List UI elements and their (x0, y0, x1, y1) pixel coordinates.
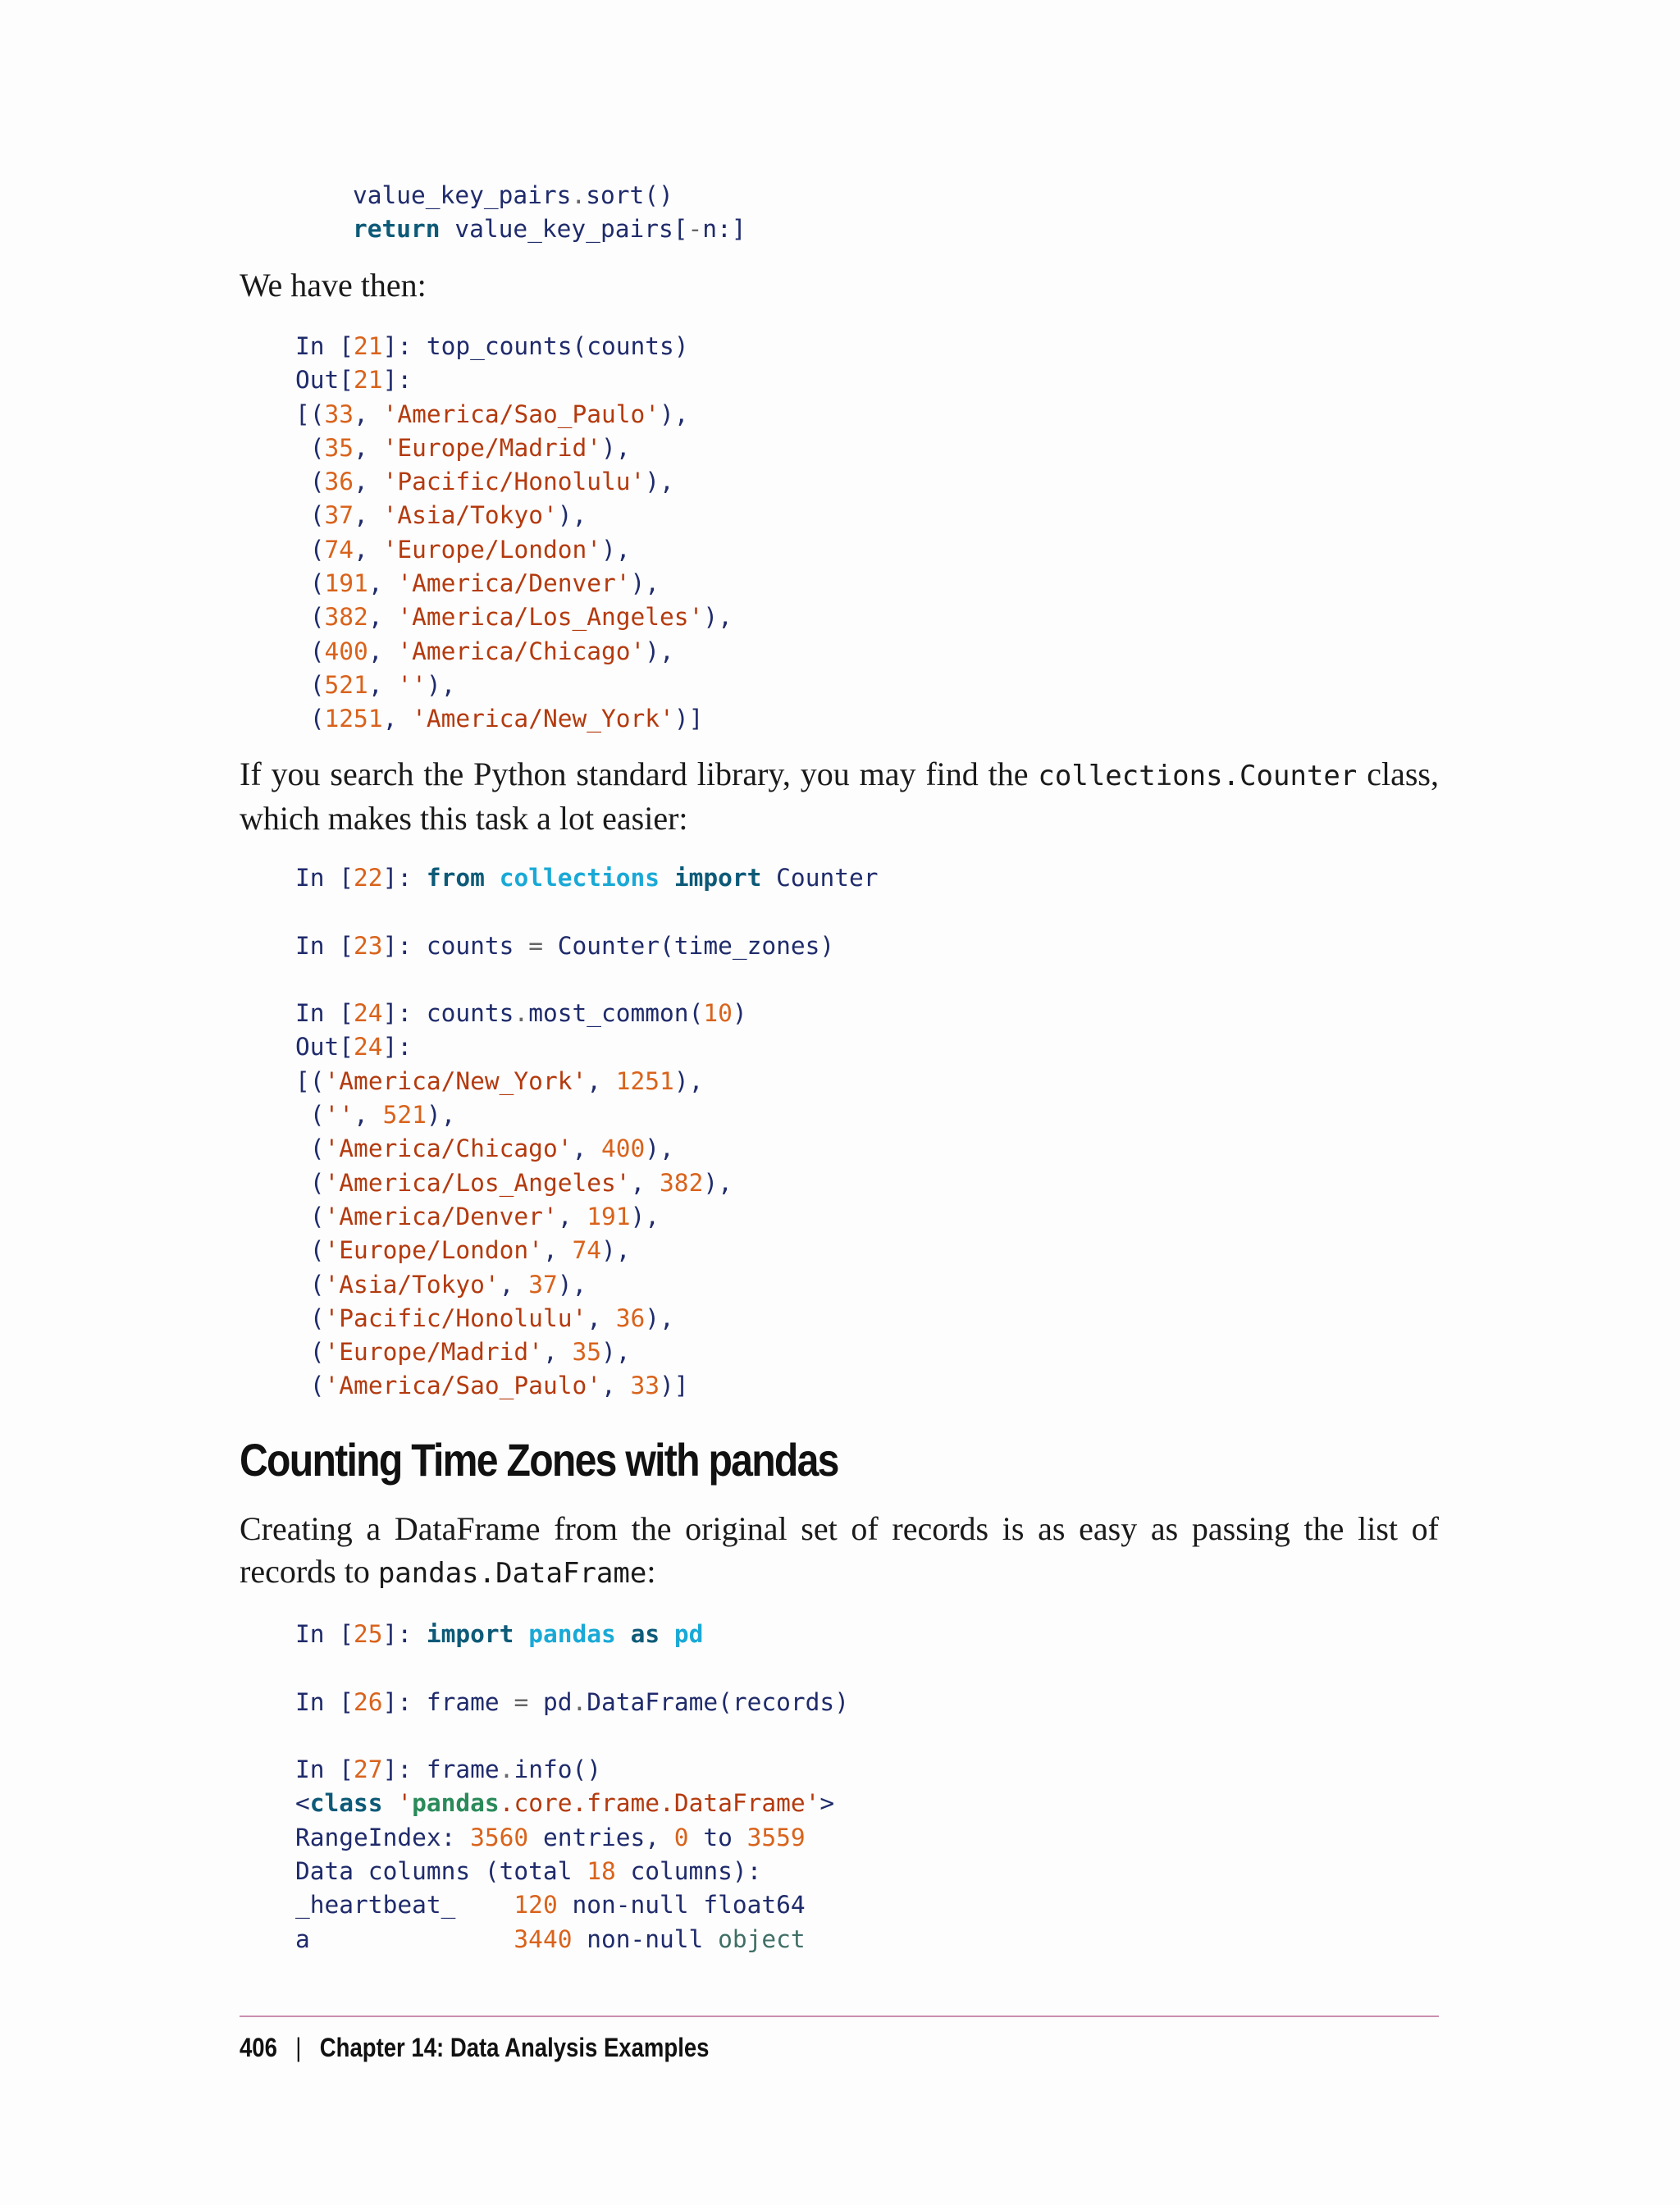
code-token: , (354, 399, 383, 428)
code-token: ]: (382, 366, 413, 395)
code-token: 191 (324, 569, 368, 598)
code-token: as (630, 1620, 660, 1648)
code-token: '' (397, 670, 427, 699)
code-token: ), (426, 1101, 456, 1130)
code-token: In [ (295, 332, 354, 360)
code-token: ), (645, 1134, 674, 1163)
code-token: ), (557, 1270, 587, 1299)
code-token: pd (528, 1687, 573, 1716)
code-line (295, 1753, 849, 1787)
code-token: 37 (528, 1270, 558, 1299)
code-line (295, 431, 733, 465)
code-token: ( (295, 1134, 325, 1163)
code-token: 'America/Los_Angeles' (397, 603, 704, 632)
code-token: return (353, 215, 441, 244)
code-token: ), (645, 468, 674, 496)
code-line (353, 179, 746, 212)
code-token: = (514, 1687, 529, 1716)
code-token: = (528, 931, 543, 960)
code-token: 35 (324, 433, 354, 462)
code-line (353, 212, 746, 246)
code-token: In [ (295, 999, 354, 1028)
paragraph-text: Creating a DataFrame from the original set of records is as easy as passing the list of records to (240, 1510, 1439, 1590)
paragraph-text: If you search the Python standard library, you may find the (240, 756, 1039, 792)
code-token (383, 1789, 398, 1817)
code-token: ]: (382, 1620, 427, 1648)
code-token: ( (295, 705, 325, 733)
code-token: ), (601, 535, 631, 564)
code-token: 10 (703, 999, 733, 1028)
code-token: 521 (324, 670, 368, 699)
code-token (660, 864, 674, 892)
code-token: , (354, 1101, 383, 1130)
code-token: RangeIndex: (295, 1823, 471, 1851)
code-token: , (499, 1270, 529, 1299)
code-line (295, 398, 733, 431)
code-token: collections (499, 864, 660, 892)
code-token: 36 (615, 1303, 646, 1332)
code-line (295, 1166, 879, 1200)
code-token: Counter(time_zones) (542, 931, 835, 960)
code-token: 'America/Los_Angeles' (324, 1168, 631, 1197)
code-token: 120 (514, 1891, 558, 1920)
code-token (485, 864, 500, 892)
code-token: pandas (528, 1620, 616, 1648)
code-token: )] (660, 1372, 689, 1400)
code-token: ), (601, 1338, 631, 1367)
code-line (295, 330, 733, 363)
code-token: ), (703, 603, 733, 632)
code-token: ( (295, 1270, 325, 1299)
code-token: 400 (601, 1134, 646, 1163)
code-token: value_key_pairs (353, 181, 572, 209)
code-token: [( (295, 399, 325, 428)
code-token: 'Asia/Tokyo' (382, 501, 558, 530)
code-token: ( (295, 535, 325, 564)
code-token: 1251 (615, 1066, 674, 1095)
code-token: value_key_pairs[ (440, 215, 688, 244)
code-line (295, 895, 879, 929)
code-token: ), (703, 1168, 733, 1197)
code-token: In [ (295, 931, 354, 960)
code-token: 'America/Denver' (324, 1202, 558, 1230)
code-token: , (557, 1202, 587, 1230)
code-token: 35 (572, 1338, 602, 1367)
code-token: 'Europe/Madrid' (382, 433, 602, 462)
code-token: , (368, 603, 398, 632)
paragraph-dataframe-intro (240, 1508, 1439, 1595)
code-line (295, 1098, 879, 1132)
code-line (295, 669, 733, 702)
code-token: , (368, 637, 398, 665)
code-token: ), (630, 1202, 660, 1230)
code-token: )] (673, 705, 704, 733)
code-token: , (600, 1372, 631, 1400)
paragraph-text: : (646, 1553, 656, 1590)
code-token: , (630, 1168, 660, 1197)
code-token: 3560 (470, 1823, 529, 1851)
code-token: ), (557, 501, 587, 530)
paragraph-we-have-then: We have then: (240, 267, 427, 304)
code-line (295, 1821, 849, 1855)
code-block-top-counts (295, 330, 733, 737)
code-token: 'Asia/Tokyo' (324, 1270, 500, 1299)
code-token: 'Pacific/Honolulu' (324, 1303, 587, 1332)
code-token: , (368, 569, 398, 598)
code-token: to (688, 1823, 747, 1851)
code-token: 'America/Sao_Paulo' (324, 1372, 601, 1400)
code-token: , (572, 1134, 601, 1163)
code-token: ]: frame (382, 1755, 500, 1784)
code-token: ]: top_counts(counts) (382, 332, 689, 360)
code-token: ( (295, 1101, 325, 1130)
code-token: 'Europe/London' (324, 1236, 543, 1265)
code-line (295, 465, 733, 499)
code-line (295, 600, 733, 634)
code-token: 'America/New_York' (412, 705, 674, 733)
code-token: , (587, 1303, 616, 1332)
code-token: 33 (324, 399, 354, 428)
code-token: , (587, 1066, 616, 1095)
code-token: 21 (354, 332, 383, 360)
code-line (295, 363, 733, 397)
code-token: . (572, 1687, 587, 1716)
code-token: object (718, 1924, 806, 1953)
code-block-pandas (295, 1618, 849, 1956)
code-token: ( (295, 603, 325, 632)
code-token: non-null (572, 1924, 719, 1953)
code-token: 23 (354, 931, 383, 960)
code-token: 33 (630, 1372, 660, 1400)
code-token: 24 (354, 1033, 383, 1061)
code-token: pd (673, 1620, 704, 1648)
code-token: , (354, 535, 383, 564)
code-token: Data columns (total (295, 1857, 587, 1886)
code-line (295, 499, 733, 532)
code-token: 382 (324, 603, 368, 632)
code-token: 191 (587, 1202, 631, 1230)
code-token: . (499, 1755, 514, 1784)
code-token: ]: counts (382, 999, 514, 1028)
code-token: 'America/Denver' (397, 569, 631, 598)
code-line (295, 533, 733, 567)
code-token: ), (426, 670, 456, 699)
code-token: ), (673, 1066, 704, 1095)
code-token: entries, (528, 1823, 674, 1851)
code-line (295, 1302, 879, 1335)
code-token: import (673, 864, 762, 892)
code-token: 'America/Chicago' (324, 1134, 573, 1163)
code-token: pandas (412, 1789, 500, 1818)
code-token: most_common( (528, 999, 704, 1028)
code-token: ( (295, 1168, 325, 1197)
code-line (295, 1719, 849, 1753)
code-token: columns): (615, 1857, 762, 1886)
code-line (295, 997, 879, 1030)
code-token: 27 (354, 1755, 383, 1784)
code-line (295, 1369, 879, 1403)
code-token: ), (645, 637, 674, 665)
code-token: ), (601, 1236, 631, 1265)
code-token: ), (660, 399, 689, 428)
code-token: 74 (572, 1236, 602, 1265)
code-token: . (514, 999, 529, 1028)
code-token: 24 (354, 999, 383, 1028)
code-token: ( (295, 1372, 325, 1400)
code-token: ( (295, 569, 325, 598)
code-token: ( (295, 468, 325, 496)
code-token: from (426, 864, 485, 892)
code-token: ( (295, 670, 325, 699)
code-token: ( (295, 433, 325, 462)
code-token: 26 (354, 1687, 383, 1716)
footer-separator: | (295, 2033, 302, 2062)
code-token: ( (295, 1236, 325, 1265)
code-line (295, 963, 879, 997)
code-line (295, 1132, 879, 1166)
code-token (514, 1620, 528, 1648)
code-token: , (354, 468, 383, 496)
section-heading: Counting Time Zones with pandas (240, 1434, 838, 1486)
code-token: Out[ (295, 366, 354, 395)
code-token: '' (324, 1101, 354, 1130)
code-token: ), (601, 433, 631, 462)
code-token: info() (514, 1755, 602, 1784)
code-token: ' (397, 1789, 413, 1818)
code-line (295, 929, 879, 963)
code-line (295, 861, 879, 895)
code-token: 18 (587, 1857, 616, 1886)
code-token: .core.frame.DataFrame' (499, 1789, 820, 1818)
code-token: ]: frame (382, 1687, 514, 1716)
code-token: , (542, 1338, 573, 1367)
code-token: , (354, 501, 383, 530)
code-token: non-null float64 (557, 1891, 806, 1920)
code-token: [( (295, 1066, 325, 1095)
page-footer (240, 2029, 709, 2066)
code-token: import (426, 1620, 514, 1648)
code-token: 74 (324, 535, 354, 564)
code-token: 'Pacific/Honolulu' (382, 468, 646, 496)
code-token: , (382, 705, 413, 733)
code-token: , (542, 1236, 573, 1265)
paragraph-counter-intro (240, 753, 1439, 840)
code-token: DataFrame(records) (587, 1687, 849, 1716)
code-line (295, 1268, 879, 1302)
code-token: ( (295, 1338, 325, 1367)
code-line (295, 1888, 849, 1922)
code-token: 'Europe/London' (382, 535, 602, 564)
page-number: 406 (240, 2033, 277, 2062)
code-token: In [ (295, 1687, 354, 1716)
code-token: 'Europe/Madrid' (324, 1338, 543, 1367)
code-token: ]: counts (382, 931, 529, 960)
paragraph-text: class, which makes this task a lot easier: (240, 756, 1439, 837)
code-line (295, 635, 733, 669)
code-token: 382 (660, 1168, 704, 1197)
code-token: > (819, 1789, 835, 1818)
code-token: In [ (295, 1755, 354, 1784)
code-token (616, 1620, 631, 1648)
code-line (295, 1200, 879, 1234)
code-token: ( (295, 1303, 325, 1332)
code-token: a (295, 1924, 514, 1953)
code-line (295, 1923, 849, 1956)
code-line (295, 1787, 849, 1820)
code-line (295, 702, 733, 736)
code-token: 37 (324, 501, 354, 530)
code-token: ( (295, 501, 325, 530)
code-token: 400 (324, 637, 368, 665)
code-token: In [ (295, 1620, 354, 1648)
code-line (295, 1030, 879, 1064)
code-block-top (353, 179, 746, 247)
code-line (295, 567, 733, 600)
code-block-counter (295, 861, 879, 1404)
code-token: 36 (324, 468, 354, 496)
code-token: class (309, 1789, 383, 1818)
code-token: ( (295, 637, 325, 665)
code-line (295, 1234, 879, 1267)
code-token: 3440 (514, 1924, 573, 1953)
code-token: Counter (761, 864, 879, 892)
code-line (295, 1618, 849, 1651)
code-line (295, 1335, 879, 1369)
code-token: _heartbeat_ (295, 1891, 514, 1920)
code-token: 'America/Sao_Paulo' (382, 399, 660, 428)
inline-code-pandas-dataframe: pandas.DataFrame (377, 1557, 647, 1590)
code-token: 521 (382, 1101, 427, 1130)
code-token: 22 (354, 864, 383, 892)
chapter-title: Chapter 14: Data Analysis Examples (319, 2033, 710, 2062)
inline-code-collections-counter: collections.Counter (1038, 760, 1358, 792)
code-token: 'America/New_York' (324, 1066, 587, 1095)
code-token: sort() (586, 181, 673, 209)
footer-rule (240, 2016, 1439, 2017)
code-token: ), (645, 1303, 674, 1332)
code-token: < (295, 1789, 310, 1818)
code-token: 25 (354, 1620, 383, 1648)
code-token: ( (295, 1202, 325, 1230)
code-token: ]: (382, 864, 427, 892)
code-token: In [ (295, 864, 354, 892)
code-token: 1251 (324, 705, 383, 733)
code-token: Out[ (295, 1033, 354, 1061)
code-token: ) (732, 999, 747, 1028)
code-line (295, 1065, 879, 1098)
code-line (295, 1651, 849, 1685)
code-token: , (368, 670, 398, 699)
code-token (660, 1620, 674, 1648)
code-token: 21 (354, 366, 383, 395)
code-token: . (571, 181, 587, 209)
code-token: n:] (702, 215, 746, 244)
code-token: 'America/Chicago' (397, 637, 646, 665)
code-token: , (354, 433, 383, 462)
code-token: ), (630, 569, 660, 598)
code-line (295, 1686, 849, 1719)
code-token: 3559 (746, 1823, 806, 1851)
code-token: ]: (382, 1033, 413, 1061)
code-token: - (687, 215, 703, 244)
code-token: 0 (673, 1823, 689, 1851)
code-line (295, 1855, 849, 1888)
